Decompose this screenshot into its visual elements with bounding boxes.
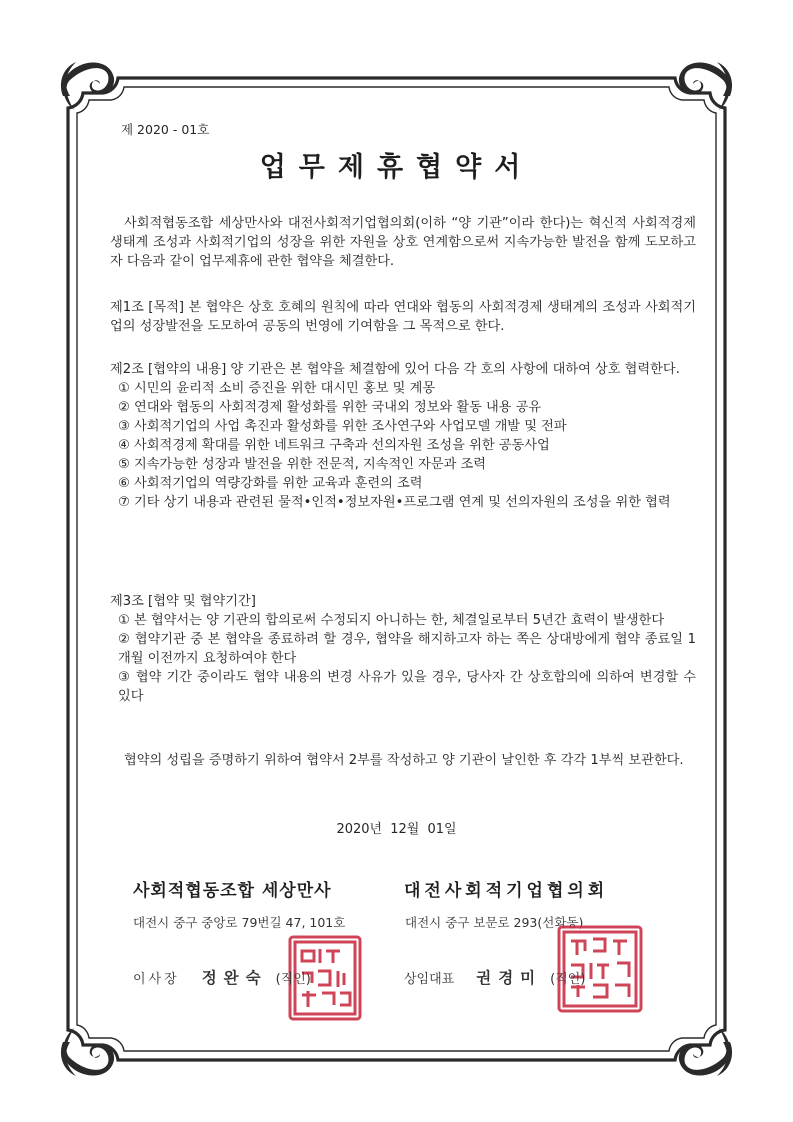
seal-label: (직인) bbox=[275, 972, 311, 987]
article-3-heading: 제3조 [협약 및 협약기간] bbox=[110, 594, 256, 609]
document-number: 제 2020 - 01호 bbox=[121, 122, 210, 137]
ornamental-corner-icon bbox=[679, 62, 732, 110]
list-item: ② 연대와 협동의 사회적경제 활성화를 위한 국내외 정보와 활동 내용 공유 bbox=[118, 400, 542, 415]
list-item: ⑥ 사회적기업의 역량강화를 위한 교육과 훈련의 조력 bbox=[118, 476, 423, 491]
article-2-heading: 제2조 [협약의 내용] 양 기관은 본 협약을 체결함에 있어 다음 각 호의 사항에 대하여 상호 협력한다. bbox=[110, 362, 680, 377]
list-item: ③ 협약 기간 중이라도 협약 내용의 변경 사유가 있을 경우, 당사자 간 상호합의에 의하여 변경할 수 있다 bbox=[118, 670, 696, 704]
list-item: ② 협약기관 중 본 협약을 종료하려 할 경우, 협약을 해지하고자 하는 쪽은 상대방에게 협약 종료일 1개월 이전까지 요청하여야 한다 bbox=[118, 632, 696, 666]
intro-paragraph: 사회적협동조합 세상만사와 대전사회적기업협의회(이하 “양 기관”이라 한다)는 혁신적 사회적경제 생태계 조성과 사회적기업의 성장을 위한 자원을 상호 연계함으로써 지속가능한 발전을 함께 도모하고자 다음과 같이 업무제휴에 관한 협약을 체결한다. bbox=[110, 216, 696, 269]
signatory-role: 이사장 bbox=[133, 972, 180, 987]
organization-address-left: 대전시 중구 중앙로 79번길 47, 101호 bbox=[133, 915, 346, 930]
list-item: ⑤ 지속가능한 성장과 발전을 위한 전문적, 지속적인 자문과 조력 bbox=[118, 457, 487, 472]
ornamental-corner-icon bbox=[679, 1028, 732, 1076]
signature-line-left bbox=[133, 966, 311, 988]
ornamental-corner-icon bbox=[61, 1028, 114, 1076]
list-item: ① 본 협약서는 양 기관의 합의로써 수정되지 아니하는 한, 체결일로부터 5년간 효력이 발생한다 bbox=[118, 613, 665, 628]
document-title: 업무제휴협약서 bbox=[259, 152, 534, 183]
signatory-name: 정완숙 bbox=[201, 969, 268, 987]
article-1: 제1조 [목적] 본 협약은 상호 호혜의 원칙에 따라 연대와 협동의 사회적경제 생태계의 조성과 사회적기업의 성장발전을 도모하여 공동의 번영에 기여함을 그 목적으로 한다. bbox=[110, 300, 696, 334]
list-item: ③ 사회적기업의 사업 촉진과 활성화를 위한 조사연구와 사업모델 개발 및 전파 bbox=[118, 419, 567, 434]
organization-name-left: 사회적협동조합 세상만사 bbox=[133, 881, 332, 901]
list-item: ⑦ 기타 상기 내용과 관련된 물적•인적•정보자원•프로그램 연계 및 선의자원의 조성을 위한 협력 bbox=[118, 495, 671, 510]
organization-name-right: 대전사회적기업협의회 bbox=[404, 881, 609, 901]
signing-date: 2020년 12월 01일 bbox=[336, 822, 457, 837]
signature-line-right bbox=[404, 966, 585, 988]
ornamental-corner-icon bbox=[61, 62, 114, 110]
list-item: ① 시민의 윤리적 소비 증진을 위한 대시민 홍보 및 계몽 bbox=[118, 381, 436, 396]
signatory-role: 상임대표 bbox=[404, 972, 455, 987]
article-2 bbox=[110, 360, 696, 512]
seal-label: (직인) bbox=[550, 972, 586, 987]
organization-address-right: 대전시 중구 보문로 293(선화동) bbox=[405, 915, 584, 930]
closing-paragraph: 협약의 성립을 증명하기 위하여 협약서 2부를 작성하고 양 기관이 날인한 후 각각 1부씩 보관한다. bbox=[124, 753, 684, 768]
list-item: ④ 사회적경제 확대를 위한 네트워크 구축과 선의자원 조성을 위한 공동사업 bbox=[118, 438, 550, 453]
signatory-name: 권경미 bbox=[476, 969, 543, 987]
article-3 bbox=[110, 592, 696, 706]
